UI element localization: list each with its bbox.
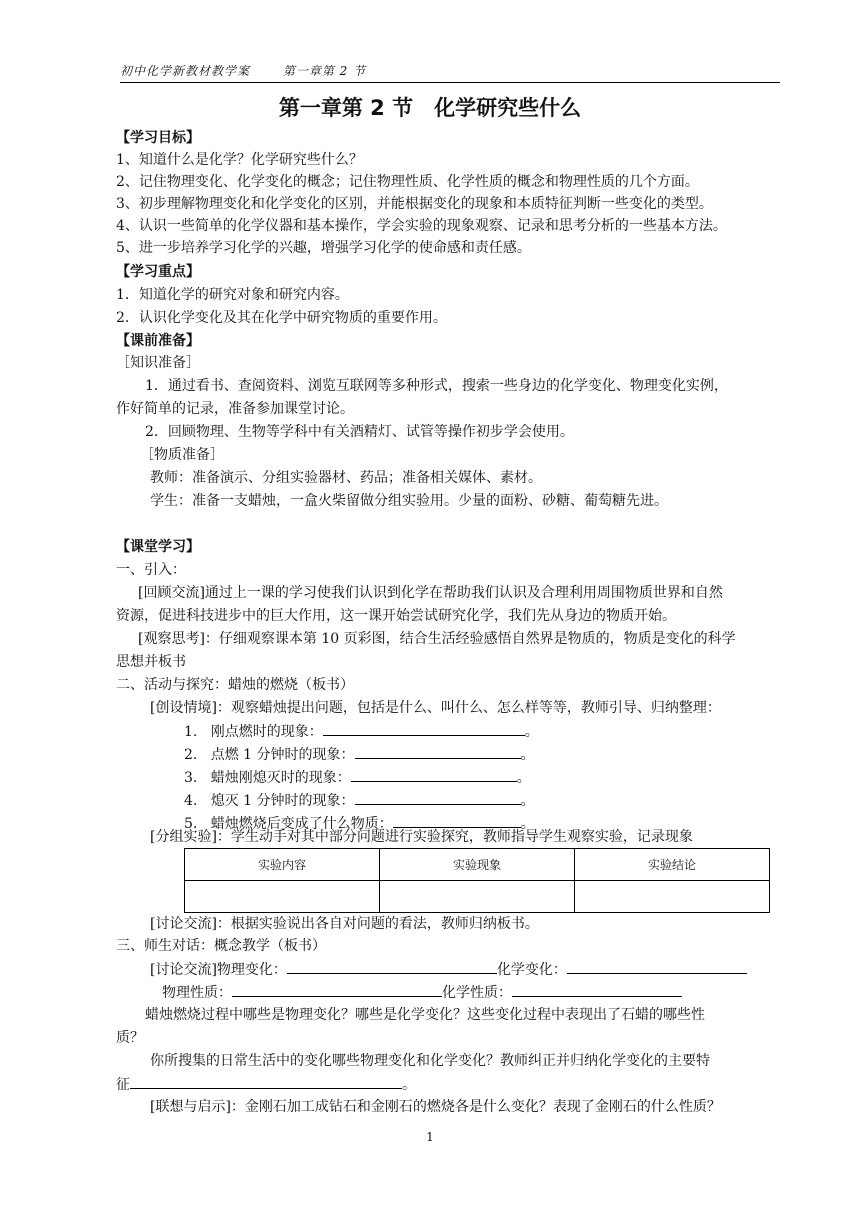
objective-item: 3、初步理解物理变化和化学变化的区别，并能根据变化的现象和本质特征判断一些变化的类型。 [116, 196, 713, 212]
period: 。 [402, 1077, 416, 1093]
page-number: 1 [426, 1130, 434, 1144]
chem-change-label: 化学变化： [496, 962, 567, 978]
objectives-heading: 【学习目标】 [116, 130, 200, 146]
table-header-cell: 实验内容 [185, 849, 380, 881]
period: 。 [520, 747, 535, 763]
objective-item: 4、认识一些简单的化学仪器和基本操作，学会实验的现象观察、记录和思考分析的一些基本方法。 [116, 218, 727, 234]
question-number: 3. [184, 770, 198, 786]
activity-heading: 二、活动与探究：蜡烛的燃烧（板书） [116, 677, 354, 693]
question-text: 蜡烛刚熄灭时的现象： [210, 770, 351, 786]
observe-line1: [观察思考]：仔细观察课本第 10 页彩图，结合生活经验感悟自然界是物质的，物质是变化的科学 [138, 631, 736, 647]
review-line1: [回顾交流]通过上一课的学习使我们认识到化学在帮助我们认识及合理利用周围物质世界和自然 [138, 585, 723, 601]
prep-student: 学生：准备一支蜡烛，一盒火柴留做分组实验用。少量的面粉、砂糖、葡萄糖先进。 [150, 493, 668, 509]
period: 。 [516, 770, 531, 786]
prep-teacher: 教师：准备演示、分组实验器材、药品；准备相关媒体、素材。 [150, 470, 542, 486]
question-number: 4. [184, 793, 198, 809]
objective-item: 2、记住物理变化、化学变化的概念；记住物理性质、化学性质的概念和物理性质的几个方面。 [116, 174, 699, 190]
question-text: 熄灭 1 分钟时的现象： [210, 793, 355, 809]
inspire-text: [联想与启示]：金刚石加工成钻石和金刚石的燃烧各是什么变化？表现了金刚石的什么性质？ [150, 1099, 721, 1115]
table-header-row [185, 849, 770, 881]
table-header-cell: 实验现象 [380, 849, 575, 881]
question-text: 蜡烛燃烧后变成了什么物质： [210, 816, 393, 832]
focus-heading: 【学习重点】 [116, 264, 200, 280]
daily-blank[interactable] [130, 1074, 402, 1089]
prep-k2: 2．回顾物理、生物等学科中有关酒精灯、试管等操作初步学会使用。 [145, 424, 574, 440]
focus-item: 2．认识化学变化及其在化学中研究物质的重要作用。 [116, 310, 447, 326]
running-header [120, 62, 780, 83]
phys-change-label: [讨论交流]物理变化： [150, 962, 287, 978]
chem-change-blank[interactable] [567, 959, 747, 974]
period: 。 [520, 816, 535, 832]
dialog-heading: 三、师生对话：概念教学（板书） [116, 938, 326, 954]
question-item [184, 767, 531, 788]
question-item [184, 790, 535, 811]
answer-blank[interactable] [355, 744, 521, 759]
daily-question-line2 [116, 1074, 416, 1095]
candle-question-line1: 蜡烛燃烧过程中哪些是物理变化？哪些是化学变化？这些变化过程中表现出了石蜡的哪些性 [145, 1007, 705, 1023]
answer-blank[interactable] [323, 721, 525, 736]
phys-prop-label: 物理性质： [162, 985, 232, 1001]
answer-blank[interactable] [351, 767, 517, 782]
question-item [184, 744, 535, 765]
experiment-table [184, 848, 770, 913]
table-cell[interactable] [185, 881, 380, 913]
scenario-text: [创设情境]：观察蜡烛提出问题，包括是什么、叫什么、怎么样等等，教师引导、归纳整理： [150, 700, 721, 716]
answer-blank[interactable] [355, 790, 521, 805]
header-right: 第一章第 2 节 [282, 64, 367, 78]
knowledge-heading: ［知识准备］ [116, 355, 200, 371]
table-header-cell: 实验结论 [575, 849, 770, 881]
material-heading: ［物质准备］ [140, 447, 224, 463]
class-heading: 【课堂学习】 [116, 539, 200, 555]
candle-question-line2: 质？ [116, 1030, 144, 1046]
page-title: 第一章第 2 节 化学研究些什么 [278, 96, 582, 120]
concept-line-1 [150, 959, 747, 980]
intro-heading: 一、引入： [116, 562, 186, 578]
prep-heading: 【课前准备】 [116, 333, 200, 349]
objective-item: 1、知道什么是化学？化学研究些什么？ [116, 152, 363, 168]
question-item [184, 721, 539, 742]
table-row [185, 881, 770, 913]
header-left: 初中化学新教材教学案 [120, 64, 251, 78]
question-text: 点燃 1 分钟时的现象： [210, 747, 355, 763]
question-number: 2. [184, 747, 198, 763]
daily-label: 征 [116, 1077, 130, 1093]
question-number: 5. [184, 816, 198, 832]
table-cell[interactable] [575, 881, 770, 913]
concept-line-2 [162, 982, 682, 1003]
question-number: 1. [184, 724, 198, 740]
group-experiment-text: [分组实验]：学生动手对其中部分问题进行实验探究，教师指导学生观察实验，记录现象 [150, 829, 693, 845]
prep-k1-line1: 1．通过看书、查阅资料、浏览互联网等多种形式，搜索一些身边的化学变化、物理变化实例， [145, 378, 728, 394]
focus-item: 1．知道化学的研究对象和研究内容。 [116, 287, 349, 303]
period: 。 [520, 793, 535, 809]
answer-blank[interactable] [393, 813, 521, 828]
review-line2: 资源，促进科技进步中的巨大作用，这一课开始尝试研究化学，我们先从身边的物质开始。 [116, 608, 676, 624]
phys-change-blank[interactable] [287, 959, 497, 974]
chem-prop-label: 化学性质： [442, 985, 512, 1001]
question-text: 刚点燃时的现象： [210, 724, 323, 740]
objective-item: 5、进一步培养学习化学的兴趣，增强学习化学的使命感和责任感。 [116, 240, 531, 256]
prep-k1-line2: 作好简单的记录，准备参加课堂讨论。 [116, 401, 354, 417]
observe-line2: 思想并板书 [116, 654, 186, 670]
period: 。 [524, 724, 539, 740]
discuss-text: [讨论交流]：根据实验说出各自对问题的看法，教师归纳板书。 [150, 916, 539, 932]
phys-prop-blank[interactable] [232, 982, 442, 997]
chem-prop-blank[interactable] [512, 982, 682, 997]
daily-question-line1: 你所搜集的日常生活中的变化哪些物理变化和化学变化？教师纠正并归纳化学变化的主要特 [150, 1053, 710, 1069]
table-cell[interactable] [380, 881, 575, 913]
